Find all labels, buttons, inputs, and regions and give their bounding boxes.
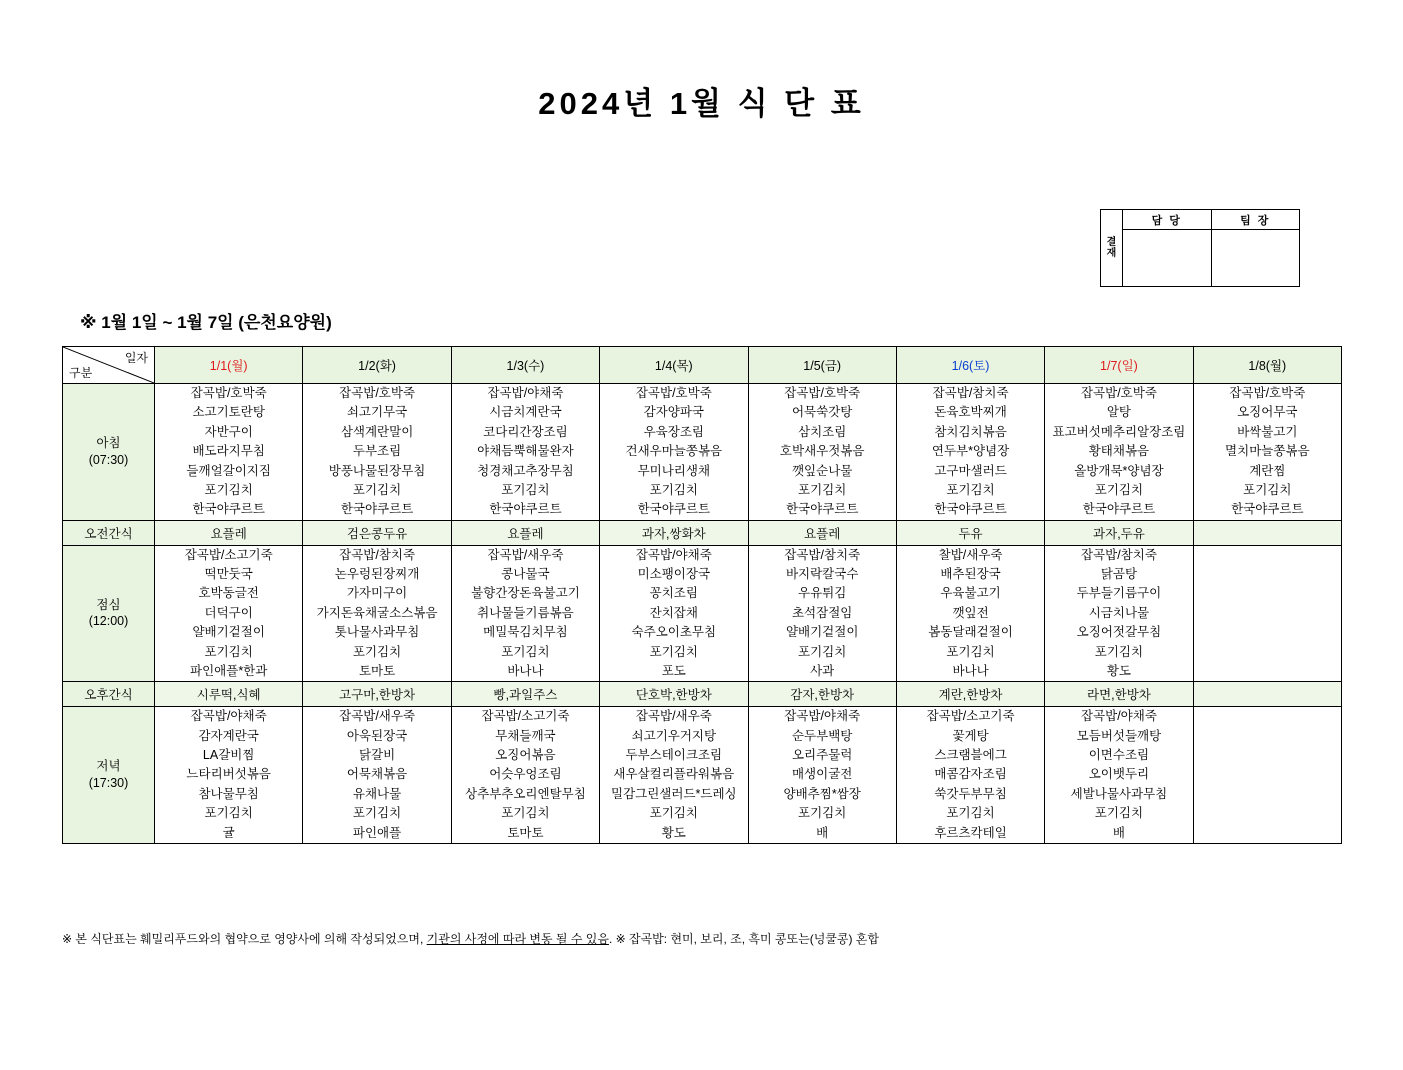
- menu-item: 잡곡밥/호박죽: [190, 386, 267, 400]
- column-header-day-7: 1/7(일): [1045, 347, 1193, 384]
- row-label-time: (12:00): [88, 614, 129, 629]
- menu-item: 숙주오이초무침: [631, 625, 717, 640]
- row-label-0: [63, 384, 155, 521]
- meal-cell: [748, 707, 896, 844]
- menu-item: 유채나물: [352, 786, 402, 801]
- menu-item: 포도: [661, 663, 686, 678]
- approval-column-manager: [1123, 210, 1211, 286]
- meal-cell: [896, 707, 1044, 844]
- meal-cell: [1193, 384, 1341, 521]
- row-label-main: 점심: [96, 597, 121, 612]
- menu-item: 어묵채볶음: [346, 767, 408, 782]
- row-label-1: 오전간식: [63, 520, 155, 545]
- menu-item: 잡곡밥/호박죽: [1229, 386, 1306, 400]
- menu-item: 순두부백탕: [791, 728, 853, 743]
- menu-item: 잡곡밥/야채죽: [635, 547, 712, 562]
- row-label-main: 저녁: [96, 759, 121, 774]
- menu-item: 황도: [1106, 663, 1132, 678]
- menu-item: 잡곡밥/소고기죽: [481, 709, 570, 724]
- menu-item: 두부조림: [352, 444, 402, 459]
- menu-item: 양배추찜*쌈장: [783, 786, 861, 801]
- menu-item: 포기김치: [1243, 482, 1292, 497]
- menu-item: 토마토: [358, 663, 396, 678]
- menu-item: 들깨얼갈이지짐: [186, 463, 271, 478]
- menu-item: 배: [816, 825, 829, 840]
- footnote-part1: ※ 본 식단표는 훼밀리푸드와의 협약으로 영양사에 의해 작성되었으며,: [62, 932, 427, 946]
- menu-item: 잔치잡채: [649, 605, 698, 620]
- menu-table: [62, 346, 1342, 844]
- row-label-time: (17:30): [88, 776, 129, 791]
- menu-item: 얄배기겉절이: [785, 625, 859, 640]
- menu-item: 파인애플*한과: [190, 663, 268, 678]
- row-label-time: (07:30): [88, 452, 129, 467]
- meal-cell: [600, 707, 748, 844]
- meal-cell: [748, 545, 896, 682]
- menu-item: 밀감그린샐러드*드레싱: [611, 786, 737, 801]
- table-body: [63, 384, 1342, 844]
- meal-cell: [451, 384, 599, 521]
- menu-item: 쇠고기무국: [346, 405, 408, 420]
- menu-item: 매생이굴전: [791, 767, 853, 782]
- meal-row: [63, 707, 1342, 844]
- meal-cell: [1193, 707, 1341, 844]
- menu-item: 한국야쿠르트: [785, 502, 859, 517]
- menu-item: 포기김치: [501, 806, 550, 821]
- menu-item: 멸치마늘쫑볶음: [1225, 444, 1310, 459]
- menu-item: 잡곡밥/야채죽: [1080, 709, 1157, 724]
- menu-item: 참치김치볶음: [934, 424, 1007, 439]
- menu-item: 코다리간장조림: [483, 424, 568, 439]
- menu-item: 어슷우엉조림: [489, 767, 562, 782]
- menu-item: 우육장조림: [643, 424, 704, 439]
- menu-item: 바싹불고기: [1237, 424, 1298, 439]
- menu-item: 잡곡밥/야채죽: [784, 709, 861, 724]
- menu-item: 청경채고추장무침: [477, 463, 574, 478]
- menu-item: 깻잎순나물: [791, 463, 853, 478]
- menu-item: 잡곡밥/소고기죽: [184, 547, 273, 562]
- meal-cell: [155, 707, 303, 844]
- menu-item: 황도: [661, 825, 686, 840]
- approval-head-manager: 담 당: [1123, 210, 1211, 230]
- menu-item: 귤: [222, 825, 235, 840]
- snack-cell: 시루떡,식혜: [155, 682, 303, 707]
- meal-cell: [303, 384, 451, 521]
- menu-item: 더덕구이: [204, 605, 253, 620]
- table-corner-cell: [63, 347, 155, 384]
- row-label-main: 아침: [96, 435, 121, 450]
- meal-cell: [1045, 545, 1193, 682]
- meal-cell: [1045, 384, 1193, 521]
- meal-cell: [600, 384, 748, 521]
- menu-item: 배추된장국: [940, 567, 1001, 581]
- menu-item: 아욱된장국: [346, 728, 408, 743]
- menu-item: 메밀묵김치무침: [483, 625, 568, 640]
- menu-item: 매콤감자조림: [934, 767, 1007, 782]
- menu-item: 불향간장돈육불고기: [471, 586, 580, 601]
- footnote-part2: . ※ 잡곡밥: 현미, 보리, 조, 흑미 콩또는(넝쿨콩) 혼합: [608, 932, 879, 946]
- footnote: [62, 930, 879, 947]
- meal-cell: [600, 545, 748, 682]
- menu-item: 잡곡밥/호박죽: [339, 386, 416, 400]
- menu-item: 포기김치: [798, 806, 847, 821]
- corner-date-label: 일자: [124, 351, 148, 365]
- menu-item: 시금치나물: [1088, 605, 1150, 620]
- menu-item: 취나물들기름볶음: [477, 605, 574, 620]
- corner-kind-label: 구분: [69, 366, 93, 380]
- snack-row: [63, 520, 1342, 545]
- menu-item: 잡곡밥/호박죽: [635, 386, 712, 400]
- approval-column-teamlead: [1211, 210, 1300, 286]
- column-header-day-6: 1/6(토): [896, 347, 1044, 384]
- menu-item: 계란찜: [1249, 463, 1286, 478]
- menu-item: 모듬버섯들깨탕: [1076, 728, 1162, 743]
- column-header-day-1: 1/1(월): [155, 347, 303, 384]
- menu-item: 한국야쿠르트: [637, 502, 711, 517]
- menu-item: 잡곡밥/참치죽: [932, 386, 1009, 400]
- menu-item: 고구마샐러드: [934, 463, 1007, 478]
- menu-item: 잡곡밥/호박죽: [1080, 386, 1157, 400]
- menu-item: 시금치계란국: [489, 405, 562, 420]
- menu-item: 한국야쿠르트: [934, 502, 1007, 517]
- menu-item: 콩나물국: [501, 567, 550, 581]
- menu-item: 오이뱃두리: [1088, 767, 1150, 782]
- menu-item: 쇠고기우거지탕: [631, 728, 717, 743]
- menu-item: 포기김치: [501, 644, 550, 659]
- meal-cell: [896, 545, 1044, 682]
- menu-item: 감자계란국: [198, 728, 259, 743]
- menu-item: 바나나: [507, 663, 544, 678]
- snack-row: [63, 682, 1342, 707]
- menu-item: 포기김치: [501, 482, 550, 497]
- meal-cell: [1045, 707, 1193, 844]
- menu-item: 감자양파국: [643, 405, 704, 420]
- menu-item: 포기김치: [946, 806, 995, 821]
- menu-item: 포기김치: [204, 482, 253, 497]
- menu-item: 가지돈육채굴소스볶음: [316, 605, 438, 620]
- menu-item: 잡곡밥/야채죽: [487, 386, 564, 400]
- snack-cell: 과자,쌍화차: [600, 520, 748, 545]
- menu-item: 한국야쿠르트: [1082, 502, 1156, 517]
- snack-cell: 단호박,한방차: [600, 682, 748, 707]
- approval-signature-teamlead[interactable]: [1212, 230, 1300, 286]
- menu-item: 잡곡밥/야채죽: [190, 709, 267, 724]
- menu-item: 잡곡밥/소고기죽: [926, 709, 1015, 724]
- snack-cell: 과자,두유: [1045, 520, 1193, 545]
- menu-item: 포기김치: [352, 806, 402, 821]
- menu-item: 포기김치: [1094, 482, 1144, 497]
- snack-cell: 고구마,한방차: [303, 682, 451, 707]
- menu-item: 쑥갓두부무침: [934, 786, 1007, 801]
- menu-item: 잡곡밥/참치죽: [339, 547, 416, 562]
- menu-item: 사과: [810, 663, 835, 678]
- menu-item: 배도라지무침: [192, 444, 265, 459]
- menu-item: 소고기토란탕: [192, 405, 265, 420]
- menu-item: 돈육호박찌개: [934, 405, 1007, 420]
- meal-cell: [896, 384, 1044, 521]
- meal-row: [63, 545, 1342, 682]
- snack-cell: 라면,한방차: [1045, 682, 1193, 707]
- snack-cell: 두유: [896, 520, 1044, 545]
- menu-item: 미소팽이장국: [637, 567, 711, 581]
- column-header-day-2: 1/2(화): [303, 347, 451, 384]
- meal-cell: [303, 707, 451, 844]
- menu-item: 깻잎전: [952, 605, 989, 620]
- menu-item: 잡곡밥/참치죽: [784, 547, 861, 562]
- footnote-underlined: 기관의 사정에 따라 변동 될 수 있음: [426, 932, 609, 946]
- menu-item: 이면수조림: [1088, 748, 1150, 762]
- meal-cell: [451, 545, 599, 682]
- table-header-row: [63, 347, 1342, 384]
- column-header-day-8: 1/8(월): [1193, 347, 1341, 384]
- menu-item: 삼색계란말이: [340, 424, 414, 439]
- menu-item: 포기김치: [352, 644, 402, 659]
- row-label-2: [63, 545, 155, 682]
- snack-cell: [1193, 520, 1341, 545]
- period-note: ※ 1월 1일 ~ 1월 7일 (은천요양원): [80, 313, 332, 332]
- menu-item: 오징어볶음: [495, 748, 556, 762]
- menu-item: 한국야쿠르트: [489, 502, 562, 517]
- row-label-3: 오후간식: [63, 682, 155, 707]
- approval-head-teamlead: 팀 장: [1212, 210, 1300, 230]
- menu-item: 호박동글전: [198, 586, 259, 601]
- snack-cell: 요플레: [155, 520, 303, 545]
- menu-item: 포기김치: [649, 644, 698, 659]
- menu-item: 어묵쑥갓탕: [791, 405, 853, 420]
- menu-item: 포기김치: [352, 482, 402, 497]
- menu-item: 논우렁된장찌개: [334, 567, 420, 581]
- menu-item: 방풍나물된장무침: [328, 463, 426, 478]
- menu-item: 포기김치: [946, 482, 995, 497]
- menu-item: 상추부추오리엔탈무침: [465, 786, 586, 801]
- menu-item: 톳나물사과무침: [334, 625, 420, 640]
- menu-item: 포기김치: [204, 644, 253, 659]
- menu-item: 후르츠칵테일: [934, 825, 1007, 840]
- menu-item: 꽁치조림: [649, 586, 698, 601]
- menu-item: 잡곡밥/새우죽: [635, 709, 712, 724]
- menu-item: 올방개묵*양념장: [1074, 463, 1164, 478]
- menu-item: 알탕: [1106, 405, 1132, 420]
- meal-cell: [303, 545, 451, 682]
- menu-item: 한국야쿠르트: [340, 502, 414, 517]
- menu-item: 포기김치: [1094, 644, 1144, 659]
- meal-cell: [748, 384, 896, 521]
- approval-signature-manager[interactable]: [1123, 230, 1211, 286]
- menu-document: [0, 78, 1403, 1070]
- menu-item: 잡곡밥/참치죽: [1080, 547, 1157, 562]
- meal-cell: [155, 545, 303, 682]
- menu-item: 건새우마늘쫑볶음: [625, 444, 723, 459]
- menu-item: 봄동달래겉절이: [928, 625, 1013, 640]
- menu-item: 바지락칼국수: [785, 567, 859, 581]
- menu-item: 찰밥/새우죽: [938, 547, 1003, 562]
- snack-cell: [1193, 682, 1341, 707]
- snack-cell: 요플레: [451, 520, 599, 545]
- menu-item: 잡곡밥/새우죽: [487, 547, 564, 562]
- menu-item: 황태채볶음: [1088, 444, 1150, 459]
- meal-cell: [1193, 545, 1341, 682]
- snack-cell: 검은콩두유: [303, 520, 451, 545]
- menu-item: 포기김치: [649, 482, 698, 497]
- menu-item: 포기김치: [204, 806, 253, 821]
- row-label-4: [63, 707, 155, 844]
- meal-cell: [451, 707, 599, 844]
- menu-item: 토마토: [507, 825, 544, 840]
- menu-item: 두부스테이크조림: [625, 748, 723, 762]
- menu-item: 연두부*양념장: [931, 444, 1010, 459]
- snack-cell: 빵,과일주스: [451, 682, 599, 707]
- menu-item: 느타리버섯볶음: [186, 767, 271, 782]
- menu-item: 잡곡밥/호박죽: [784, 386, 861, 400]
- menu-item: 떡만둣국: [204, 567, 253, 581]
- menu-item: 표고버섯메추리알장조림: [1052, 424, 1186, 439]
- snack-cell: 감자,한방차: [748, 682, 896, 707]
- menu-item: 삼치조림: [798, 424, 847, 439]
- menu-item: 한국야쿠르트: [1231, 502, 1304, 517]
- column-header-day-3: 1/3(수): [451, 347, 599, 384]
- menu-item: 바나나: [952, 663, 989, 678]
- menu-item: 닭갈비: [358, 748, 396, 762]
- menu-item: 우육불고기: [940, 586, 1001, 601]
- menu-item: 오징어젓갈무침: [1076, 625, 1162, 640]
- menu-item: 얄배기겉절이: [192, 625, 265, 640]
- menu-item: 자반구이: [204, 424, 253, 439]
- menu-item: 포기김치: [798, 644, 847, 659]
- menu-item: 포기김치: [649, 806, 698, 821]
- approval-side-label: 결 재: [1101, 210, 1123, 286]
- approval-stamp-box: [1100, 209, 1300, 287]
- meal-row: [63, 384, 1342, 521]
- menu-item: 오리주물럭: [791, 748, 853, 762]
- menu-item: 야채듬뿍해물완자: [477, 444, 574, 459]
- menu-item: 무미나리생채: [637, 463, 711, 478]
- page-title: 2024년 1월 식 단 표: [538, 86, 865, 121]
- menu-item: 참나물무침: [198, 786, 259, 801]
- menu-item: 닭곰탕: [1100, 567, 1138, 581]
- snack-cell: 요플레: [748, 520, 896, 545]
- column-header-day-5: 1/5(금): [748, 347, 896, 384]
- menu-item: 스크램블에그: [934, 748, 1007, 762]
- snack-cell: 계란,한방차: [896, 682, 1044, 707]
- menu-item: 가자미구이: [346, 586, 408, 601]
- menu-item: 포기김치: [1094, 806, 1144, 821]
- menu-item: 포기김치: [946, 644, 995, 659]
- menu-item: 초석잠절임: [791, 605, 853, 620]
- menu-item: 포기김치: [798, 482, 847, 497]
- menu-item: 한국야쿠르트: [192, 502, 265, 517]
- menu-item: 호박새우젓볶음: [779, 444, 865, 459]
- menu-item: 꽃게탕: [952, 728, 989, 743]
- menu-item: 잡곡밥/새우죽: [339, 709, 416, 724]
- menu-item: 파인애플: [352, 825, 402, 840]
- menu-item: 세발나물사과무침: [1070, 786, 1168, 801]
- menu-item: LA갈비찜: [202, 748, 255, 762]
- menu-item: 무채들깨국: [495, 728, 556, 743]
- menu-item: 두부들기름구이: [1076, 586, 1162, 601]
- menu-item: 우유튀김: [798, 586, 847, 601]
- meal-cell: [155, 384, 303, 521]
- column-header-day-4: 1/4(목): [600, 347, 748, 384]
- menu-item: 배: [1112, 825, 1125, 840]
- menu-item: 오징어무국: [1237, 405, 1298, 420]
- menu-item: 새우살컬리플라워볶음: [613, 767, 735, 782]
